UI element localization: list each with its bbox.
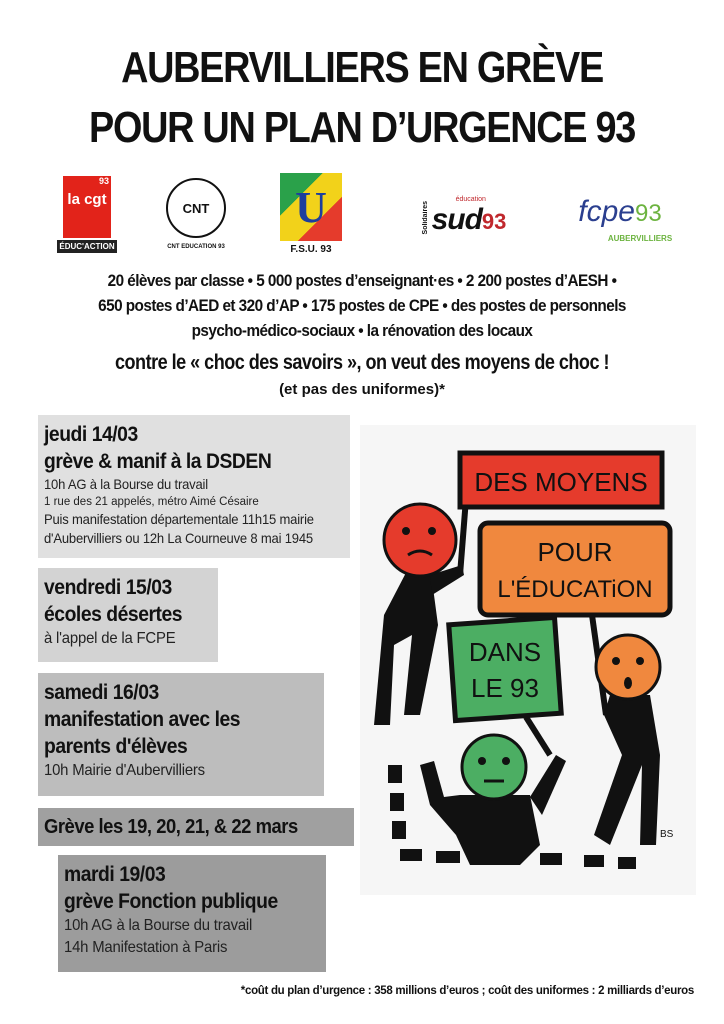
cnt-logo-cat: CNT <box>166 178 226 238</box>
cgt-logo-sub: ÉDUC'ACTION <box>59 241 115 251</box>
slogan: contre le « choc des savoirs », on veut des moyens de choc ! <box>115 351 609 374</box>
footnote: *coût du plan d’urgence : 358 millions d’euros ; coût des uniformes : 2 milliards d’euros <box>240 985 694 997</box>
event-line: 10h AG à la Bourse du travail <box>44 476 208 492</box>
demands-line-1: 20 élèves par classe • 5 000 postes d’enseignant·es • 2 200 postes d’AESH • <box>107 271 617 290</box>
event-line: 14h Manifestation à Paris <box>64 939 228 956</box>
sign-dans-text: DANS <box>468 637 542 667</box>
strike-banner-text: Grève les 19, 20, 21, & 22 mars <box>44 816 298 838</box>
fsu-logo-sub: F.S.U. 93 <box>290 244 332 255</box>
event-thursday <box>38 415 350 558</box>
sud-logo <box>400 190 528 246</box>
event-line: 10h AG à la Bourse du travail <box>64 917 253 934</box>
demands-line-3: psycho-médico-sociaux • la rénovation des locaux <box>191 321 533 340</box>
event-title: grève Fonction publique <box>64 890 278 913</box>
event-line: à l'appel de la FCPE <box>44 630 176 647</box>
title-line-1: AUBERVILLIERS EN GRÈVE <box>121 43 603 92</box>
sud-logo-side: Solidaires <box>421 201 429 235</box>
event-day: jeudi 14/03 <box>44 423 138 446</box>
event-title: écoles désertes <box>44 603 183 626</box>
cnt-logo-sub: CNT EDUCATION 93 <box>167 244 225 250</box>
cgt-logo-num: 93 <box>98 175 109 186</box>
cgt-logo <box>59 168 115 260</box>
fcpe-logo <box>560 186 680 252</box>
event-line: Puis manifestation départementale 11h15 mairie <box>44 511 314 527</box>
event-title-2: parents d'élèves <box>44 735 188 758</box>
sign-pour-text: POUR <box>537 537 613 567</box>
sud-logo-top: éducation <box>455 195 486 203</box>
sign-des-moyens-text: DES MOYENS <box>474 467 648 497</box>
fsu-logo <box>276 168 346 260</box>
sign-le93-text: LE 93 <box>471 673 539 703</box>
fcpe-logo-sub: AUBERVILLIERS <box>607 233 673 243</box>
event-tuesday <box>58 855 326 972</box>
event-day: samedi 16/03 <box>44 681 159 704</box>
cgt-logo-text: la cgt <box>67 190 107 208</box>
sign-dans-le-93 <box>449 617 561 720</box>
demands <box>0 268 724 343</box>
event-title: manifestation avec les <box>44 708 241 731</box>
sud-logo-text: sud <box>431 202 482 236</box>
artist-signature: BS <box>660 829 674 840</box>
protest-illustration <box>360 425 696 895</box>
event-line: d'Aubervilliers ou 12h La Courneuve 8 mai 1945 <box>44 530 313 546</box>
sud-logo-num: 93 <box>481 208 507 234</box>
event-day: vendredi 15/03 <box>44 576 172 599</box>
strike-banner <box>38 808 354 846</box>
title-line-2: POUR UN PLAN D’URGENCE 93 <box>89 103 635 152</box>
event-saturday <box>38 673 324 796</box>
event-line: 10h Mairie d'Aubervilliers <box>44 762 205 779</box>
demands-line-2: 650 postes d’AED et 320 d’AP • 175 postes de CPE • des postes de personnels <box>98 296 626 315</box>
fcpe-logo-text: fcpe <box>578 194 635 228</box>
event-title: grève & manif à la DSDEN <box>44 450 272 473</box>
slogan-sub: (et pas des uniformes)* <box>279 381 445 398</box>
fcpe-logo-num: 93 <box>635 199 662 227</box>
event-line: 1 rue des 21 appelés, métro Aimé Césaire <box>44 496 259 508</box>
event-day: mardi 19/03 <box>64 863 166 886</box>
event-friday <box>38 568 218 662</box>
cnt-logo <box>160 170 232 258</box>
sign-education-text: L'ÉDUCATiON <box>497 576 653 603</box>
fsu-logo-mark: U <box>280 173 342 241</box>
